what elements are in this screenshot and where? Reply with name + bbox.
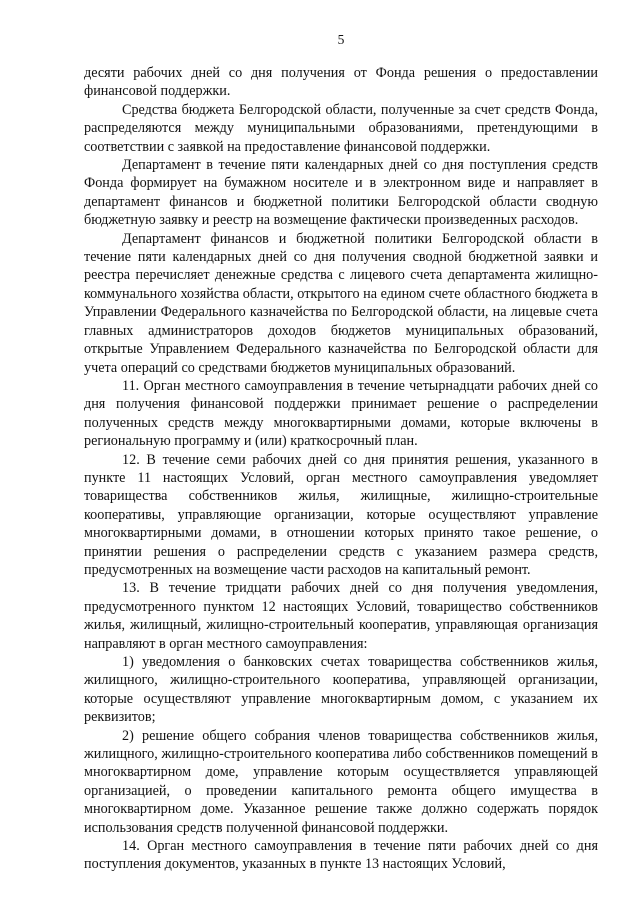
paragraph-continuation: десяти рабочих дней со дня получения от Фонда решения о предоставлении финансовой поддержки. [84,65,598,100]
paragraph-finance-department-transfer: Департамент финансов и бюджетной политики Белгородской области в течение пяти календарных дней со дня получения сводной бюджетной заявки и реестра перечисляет денежные средства с лицевого счета департамента жилищно-коммунального хозяйства области, открытого на едином счете областного бюджета в Управлении Федерального казначейства по Белгородской области, на лицевые счета главных администраторов доходов бюджетов муниципальных образований, открытые Управлением Федерального казначейства по Белгородской области для учета операций со средствами бюджетов муниципальных образований. [84,230,598,376]
paragraph-item-13-sub-1: 1) уведомления о банковских счетах товарищества собственников жилья, жилищного, жилищно-строительного кооператива, управляющей организации, которые осуществляют управление многоквартирным домом, с указанием их реквизитов; [84,654,598,726]
document-body [84,64,598,874]
paragraph-fund-distribution: Средства бюджета Белгородской области, полученные за счет средств Фонда, распределяются между муниципальными образованиями, претендующими в соответствии с заявкой на предоставление финансовой поддержки. [84,101,598,155]
page-number: 5 [337,32,345,47]
paragraph-item-12: 12. В течение семи рабочих дней со дня принятия решения, указанного в пункте 11 настоящих Условий, орган местного самоуправления уведомляет товарищества собственников жилья, жилищные, жилищно-строительные кооперативы, управляющие организации, которые осуществляют управление многоквартирными домами, в отношении которых принято такое решение, о принятии решения о распределении средств с указанием размера средств, предусмотренных на возмещение части расходов на капитальный ремонт. [84,451,598,578]
paragraph-item-14: 14. Орган местного самоуправления в течение пяти рабочих дней со дня поступления документов, указанных в пункте 13 настоящих Условий, [84,838,598,873]
paragraph-item-13: 13. В течение тридцати рабочих дней со дня получения уведомления, предусмотренного пунктом 12 настоящих Условий, товарищество собственников жилья, жилищный, жилищно-строительный кооператив, управляющая организация направляют в орган местного самоуправления: [84,580,598,652]
paragraph-item-13-sub-2: 2) решение общего собрания членов товарищества собственников жилья, жилищного, жилищно-строительного кооператива либо собственников помещений в многоквартирном доме, управление которым осуществляется управляющей организацией, о проведении капитального ремонта общего имущества в многоквартирном доме. Указанное решение также должно содержать порядок использования средств полученной финансовой поддержки. [84,727,598,836]
document-page [84,0,598,905]
paragraph-department-budget-request: Департамент в течение пяти календарных дней со дня поступления средств Фонда формирует на бумажном носителе и в электронном виде и направляет в департамент финансов и бюджетной политики Белгородской области сводную бюджетную заявку и реестр на возмещение фактически произведенных расходов. [84,157,598,229]
paragraph-item-11: 11. Орган местного самоуправления в течение четырнадцати рабочих дней со дня получения финансовой поддержки принимает решение о распределении полученных средств между многоквартирными домами, которые включены в региональную программу и (или) краткосрочный план. [84,377,598,450]
